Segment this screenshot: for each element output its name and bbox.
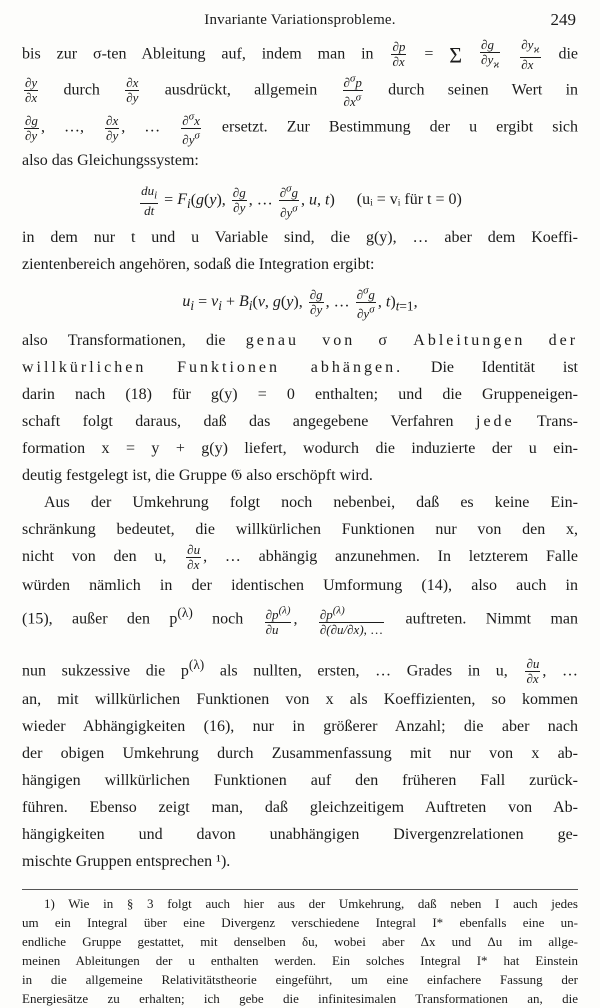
math-fraction: $\frac{\partial u}{\partial x}$ — [526, 655, 540, 686]
text-line: in dem nur t und u Variable sind, die g(y), … aber dem Koeffi- — [22, 228, 578, 246]
math-fraction: $\frac{\partial x}{\partial y}$ — [106, 112, 119, 143]
text-line: $\frac{\partial y}{\partial x}$ durch $\frac{\partial x}{\partial y}$ ausdrückt, allgemein $\frac{\partial^\sigma p}{\partial x^\sigma}$ durch seinen Wert in — [25, 72, 579, 110]
text-line: wieder Abhängigkeiten (16), nur in größerer Anzahl; die aber nach — [22, 717, 578, 735]
text-line: also das Gleichungssystem: — [22, 151, 199, 169]
math-fraction: $\frac{\partial p}{\partial x}$ — [392, 39, 406, 70]
math-fraction: $\frac{\partial u}{\partial x}$ — [187, 542, 201, 573]
text-line: schränkung bedeutet, die willkürlichen Funktionen nur von den x, — [22, 521, 578, 539]
math-fraction: $\frac{\partial g}{\partial y}$ — [25, 112, 38, 143]
text-line: hängigkeiten und davon unabhängigen Divergenzrelationen ge- — [22, 825, 578, 843]
equation-condition: (uᵢ = vᵢ für t = 0) — [356, 191, 462, 209]
footnote-line: 1) Wie in § 3 folgt auch hier aus der Umkehrung, daß neben I auch jedes — [44, 895, 578, 911]
running-title: Invariante Variationsprobleme. — [204, 12, 396, 28]
text-line: Aus der Umkehrung folgt noch nebenbei, daß es keine Ein- — [44, 494, 578, 512]
footnote-line: Energiesätze zu erhalten; ich gebe die infinitesimalen Transformationen an, die — [22, 990, 578, 1006]
text-line: (15), außer den $p^{(\lambda)}$ noch $\frac{\partial p^{(\lambda)}}{\partial u}$ , $\frac{\partial p^{(\lambda)}}{\partial(\partial u/\partial x), \dots}$ auftreten. Nimmt man — [22, 604, 579, 637]
footnote-line: in die allgemeine Relativitätstheorie eingeführt, um eine einfachere Fassung der — [22, 971, 578, 987]
footnote-divider — [22, 889, 578, 890]
equation-system: $\frac{du_i}{dt}$ = $F_i(g(y)$, $\frac{\partial g}{\partial y}$ , … $\frac{\partial^\sigma g}{\partial y^\sigma}$ , u, t) (uᵢ = vᵢ für t = 0) — [141, 182, 462, 220]
text-line: willkürlichen Funktionen abhängen. Die Identität ist — [22, 359, 579, 377]
text-line: darin nach (18) für g(y) = 0 enthalten; und die Gruppeneigen- — [22, 386, 578, 404]
text-line: würden nämlich in der identischen Umformung (14), also auch in — [22, 577, 578, 595]
footnote — [22, 894, 578, 1008]
math-fraction: $\frac{\partial y}{\partial x}$ — [25, 74, 38, 105]
text-line: hängigen willkürlichen Funktionen auf den früheren Fall zurück- — [22, 771, 578, 789]
math-fraction: $\frac{\partial^\sigma x}{\partial y^\sigma}$ — [182, 110, 200, 147]
math-fraction: $\frac{\partial p^{(\lambda)}}{\partial(\partial u/\partial x), \dots}$ — [319, 604, 384, 637]
text-line: nun sukzessive die $p^{(\lambda)}$ als nullten, ersten, … Grades in u, $\frac{\partial u}{\partial x}$ , … — [22, 655, 579, 686]
text-line: an, mit willkürlichen Funktionen von x als Koeffizienten, so kommen — [22, 690, 578, 708]
text-line: deutig festgelegt ist, die Gruppe 𝔊 also erschöpft wird. — [22, 467, 373, 485]
math-fraction: $\frac{\partial^\sigma p}{\partial x^\sigma}$ — [343, 72, 362, 110]
math-fraction: $\frac{\partial x}{\partial y}$ — [126, 74, 139, 105]
math-fraction: $\frac{\partial g}{\partial y_ϰ}$ — [481, 37, 500, 71]
page-header — [22, 8, 578, 38]
footnote-line: meinen Ableitungen der u enthalten werden. Ein solches Integral I* hat Einstein — [22, 952, 578, 968]
math-fraction: $\frac{\partial y_ϰ}{\partial x}$ — [521, 37, 540, 72]
page-number: 249 — [550, 10, 576, 29]
text-line: schaft folgt daraus, daß das angegebene Verfahren jede Trans- — [22, 413, 579, 431]
text-line: mischte Gruppen entsprechen ¹). — [22, 852, 231, 870]
text-line: bis zur σ-ten Ableitung auf, indem man in $\frac{\partial p}{\partial x}$ = Σ $\frac{\partial g}{\partial y_ϰ}$ $\frac{\partial y_ϰ}{\partial x}$ die — [22, 37, 579, 72]
footnote-line: endliche Gruppe gestattet, mit denselben δu, wobei aber Δx und Δu im allge- — [22, 933, 578, 949]
body-text — [22, 38, 578, 875]
text-line: formation x = y + g(y) liefert, wodurch die induzierte der u ein- — [22, 440, 578, 458]
sum-symbol: Σ — [449, 42, 463, 68]
text-line: zientenbereich angehören, sodaß die Integration ergibt: — [22, 255, 375, 273]
math-fraction: $\frac{\partial p^{(\lambda)}}{\partial u}$ — [265, 604, 291, 637]
text-line: also Transformationen, die genau von σ Ableitungen der — [22, 332, 579, 350]
footnote-line: um ein Integral über eine Divergenz verschiedene Integral I* ebenfalls eine un- — [22, 914, 578, 930]
integrated-equation: $u_i = v_i + B_i(v$, g(y), $\frac{\partial g}{\partial y}$ , … $\frac{\partial^\sigma g}{\partial y^\sigma}$ , $t)_{t=1}$, — [182, 284, 418, 322]
text-line: der obigen Umkehrung durch Zusammenfassung mit nur von x ab- — [22, 744, 578, 762]
text-line: nicht von den u, $\frac{\partial u}{\partial x}$ , … abhängig anzunehmen. In letzterem Falle — [22, 542, 579, 573]
text-line: führen. Ebenso zeigt man, daß gleichzeitigem Auftreten von Ab- — [22, 798, 578, 816]
text-line: $\frac{\partial g}{\partial y}$ , …, $\frac{\partial x}{\partial y}$ , … $\frac{\partial^\sigma x}{\partial y^\sigma}$ ersetzt. Zur Bestimmung der u ergibt sich — [25, 110, 579, 147]
